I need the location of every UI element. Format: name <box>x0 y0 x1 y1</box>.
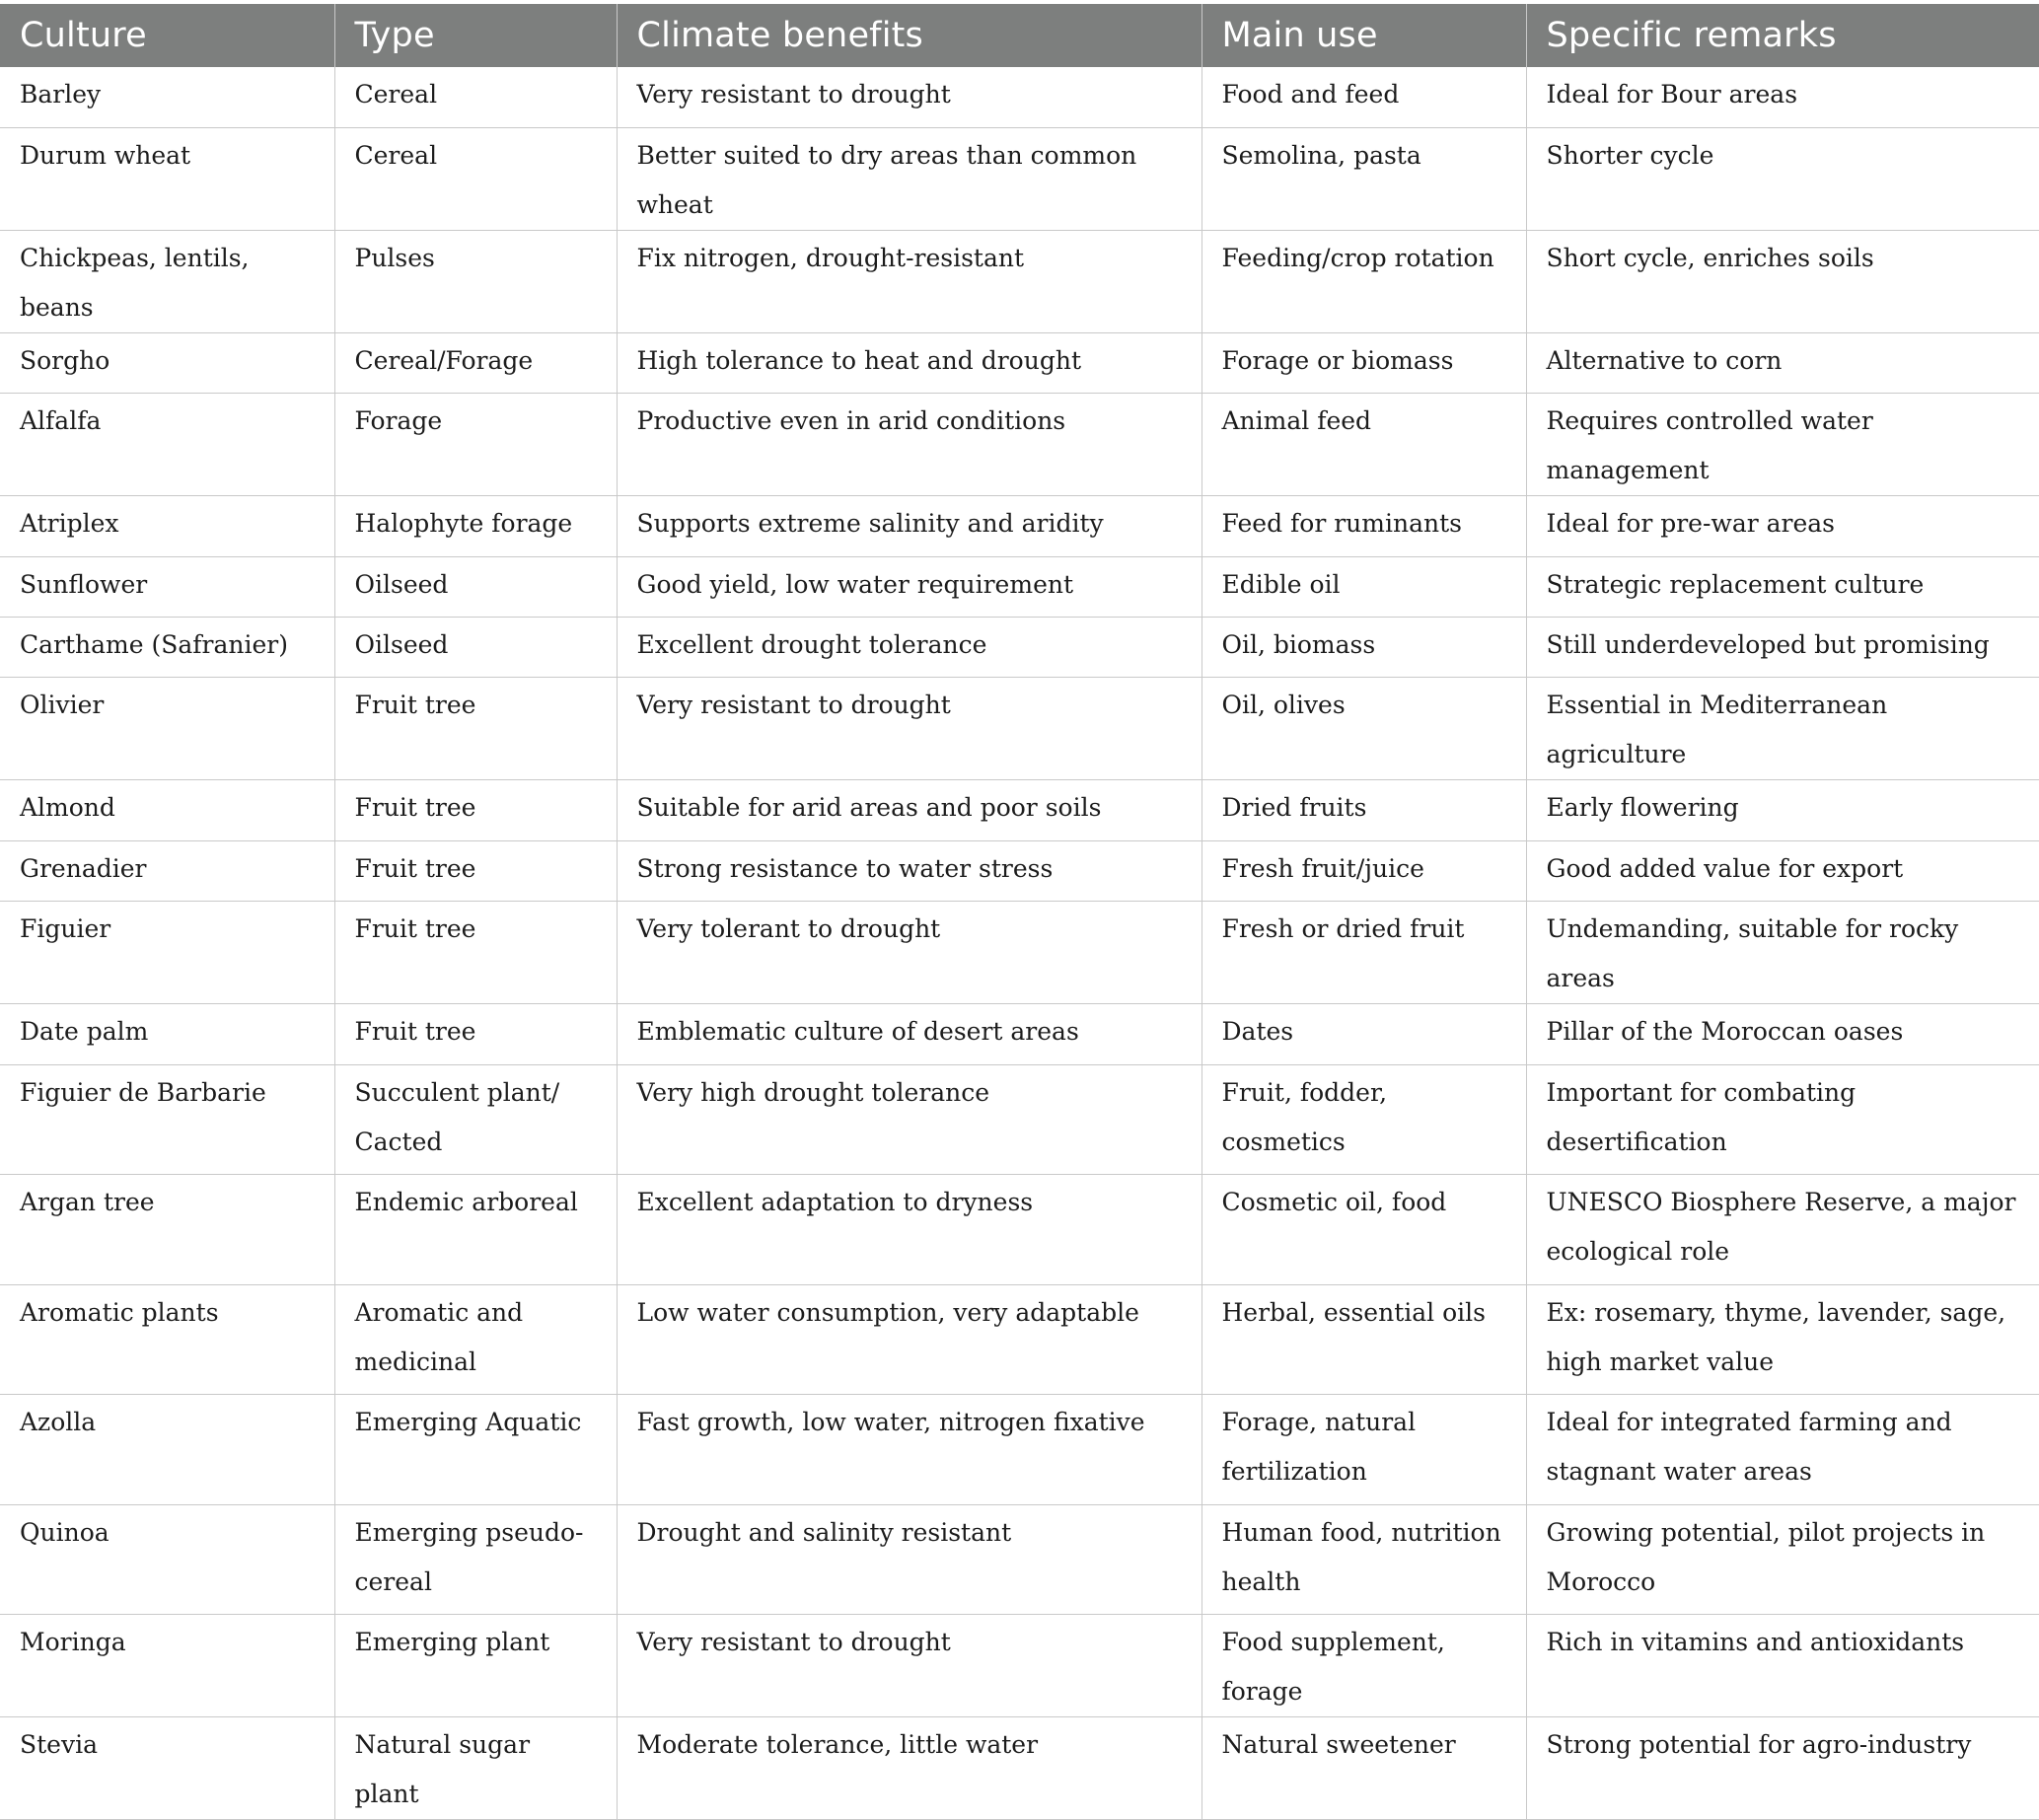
cell-text: Strategic replacement culture <box>1546 569 1925 599</box>
cell-culture <box>0 678 334 780</box>
cell-text: Almond <box>20 793 115 823</box>
table-row <box>0 1717 2039 1820</box>
cell-text: Animal feed <box>1221 406 1372 436</box>
cell-specific-remarks <box>1526 1504 2039 1615</box>
cell-climate-benefits <box>617 1504 1202 1615</box>
cell-culture <box>0 1615 334 1717</box>
cell-text: Strong resistance to water stress <box>636 853 1054 883</box>
cell-text: Good yield, low water requirement <box>636 569 1074 599</box>
cell-text: Atriplex <box>20 509 119 539</box>
cell-climate-benefits <box>617 496 1202 556</box>
cell-climate-benefits <box>617 1717 1202 1820</box>
table-row <box>0 1175 2039 1285</box>
cell-type <box>334 840 617 901</box>
cell-type <box>334 1175 617 1285</box>
cell-culture <box>0 332 334 393</box>
cell-text: Oil, olives <box>1221 691 1346 720</box>
cell-culture <box>0 1717 334 1820</box>
cell-text: Pillar of the Moroccan oases <box>1546 1017 1904 1047</box>
cell-text: Argan tree <box>20 1188 155 1217</box>
cell-climate-benefits <box>617 127 1202 230</box>
cell-climate-benefits <box>617 618 1202 678</box>
cell-climate-benefits <box>617 1004 1202 1064</box>
cell-text: Ex: rosemary, thyme, lavender, sage, high market value <box>1546 1297 2006 1376</box>
cell-climate-benefits <box>617 840 1202 901</box>
cell-specific-remarks <box>1526 618 2039 678</box>
table-row <box>0 618 2039 678</box>
cell-culture <box>0 127 334 230</box>
cell-specific-remarks <box>1526 1395 2039 1505</box>
cell-text: Emerging pseudo-cereal <box>354 1517 584 1596</box>
cell-culture <box>0 496 334 556</box>
cell-main-use <box>1202 1504 1526 1615</box>
cell-text: Very resistant to drought <box>636 1628 951 1657</box>
cell-specific-remarks <box>1526 394 2039 496</box>
cell-main-use <box>1202 780 1526 840</box>
cell-culture <box>0 1064 334 1175</box>
column-header-main-use: Main use <box>1202 4 1526 67</box>
cell-type <box>334 496 617 556</box>
cell-text: Natural sugar plant <box>354 1730 531 1809</box>
cell-text: Food supplement, forage <box>1221 1628 1445 1707</box>
cell-main-use <box>1202 902 1526 1004</box>
cell-text: High tolerance to heat and drought <box>636 345 1081 375</box>
cell-text: Still underdeveloped but promising <box>1546 630 1990 660</box>
table-row <box>0 496 2039 556</box>
cell-text: Fruit tree <box>354 1017 476 1047</box>
cell-specific-remarks <box>1526 1064 2039 1175</box>
cell-climate-benefits <box>617 332 1202 393</box>
cell-climate-benefits <box>617 1395 1202 1505</box>
cell-text: Ideal for integrated farming and stagnant water areas <box>1546 1408 1952 1487</box>
cell-text: Cereal <box>354 140 438 170</box>
table-row <box>0 127 2039 230</box>
cell-climate-benefits <box>617 1615 1202 1717</box>
cell-specific-remarks <box>1526 840 2039 901</box>
cell-text: Good added value for export <box>1546 853 1904 883</box>
cell-specific-remarks <box>1526 496 2039 556</box>
cell-text: Growing potential, pilot projects in Morocco <box>1546 1517 1986 1596</box>
table-row <box>0 780 2039 840</box>
cell-text: Fruit tree <box>354 691 476 720</box>
cell-text: Short cycle, enriches soils <box>1546 243 1874 272</box>
cell-text: Moderate tolerance, little water <box>636 1730 1039 1760</box>
cell-main-use <box>1202 1284 1526 1395</box>
cell-text: Durum wheat <box>20 140 191 170</box>
cell-text: Human food, nutrition health <box>1221 1517 1501 1596</box>
cell-climate-benefits <box>617 902 1202 1004</box>
cell-text: Forage, natural fertilization <box>1221 1408 1417 1487</box>
cell-specific-remarks <box>1526 127 2039 230</box>
cell-text: Semolina, pasta <box>1221 140 1421 170</box>
cell-text: Oil, biomass <box>1221 630 1376 660</box>
cell-text: Fruit tree <box>354 853 476 883</box>
cell-text: Halophyte forage <box>354 509 573 539</box>
cell-text: Oilseed <box>354 630 449 660</box>
cell-type <box>334 67 617 127</box>
cell-text: Productive even in arid conditions <box>636 406 1066 436</box>
cell-text: Dried fruits <box>1221 793 1367 823</box>
cell-text: Dates <box>1221 1017 1294 1047</box>
cell-specific-remarks <box>1526 67 2039 127</box>
cell-type <box>334 230 617 332</box>
cell-text: Olivier <box>20 691 105 720</box>
cell-main-use <box>1202 230 1526 332</box>
cell-text: Emerging Aquatic <box>354 1408 582 1437</box>
cell-text: Fresh or dried fruit <box>1221 914 1465 944</box>
table-row <box>0 67 2039 127</box>
cell-main-use <box>1202 618 1526 678</box>
cell-specific-remarks <box>1526 1175 2039 1285</box>
cell-type <box>334 332 617 393</box>
cell-main-use <box>1202 1717 1526 1820</box>
cell-type <box>334 1284 617 1395</box>
cell-specific-remarks <box>1526 1615 2039 1717</box>
cell-text: Figuier <box>20 914 111 944</box>
cell-type <box>334 1004 617 1064</box>
cell-text: Excellent adaptation to dryness <box>636 1188 1034 1217</box>
cell-text: Forage or biomass <box>1221 345 1454 375</box>
cell-culture <box>0 67 334 127</box>
cell-text: Oilseed <box>354 569 449 599</box>
cell-text: Emerging plant <box>354 1628 550 1657</box>
table-body <box>0 67 2039 1820</box>
cell-type <box>334 780 617 840</box>
cell-type <box>334 1395 617 1505</box>
table-row <box>0 1504 2039 1615</box>
cell-main-use <box>1202 332 1526 393</box>
table-row <box>0 678 2039 780</box>
cell-text: Undemanding, suitable for rocky areas <box>1546 914 1959 993</box>
cell-text: Succulent plant/ Cacted <box>354 1077 560 1156</box>
cell-text: Barley <box>20 80 102 109</box>
cell-type <box>334 1504 617 1615</box>
cell-text: Very resistant to drought <box>636 691 951 720</box>
cell-text: UNESCO Biosphere Reserve, a major ecological role <box>1546 1188 2016 1267</box>
cell-text: Carthame (Safranier) <box>20 630 288 660</box>
cell-text: Ideal for pre-war areas <box>1546 509 1836 539</box>
cell-text: Stevia <box>20 1730 98 1760</box>
cell-text: Quinoa <box>20 1517 109 1547</box>
cell-text: Figuier de Barbarie <box>20 1077 266 1107</box>
cell-specific-remarks <box>1526 902 2039 1004</box>
cell-culture <box>0 780 334 840</box>
cell-text: Better suited to dry areas than common wheat <box>636 140 1137 219</box>
cell-specific-remarks <box>1526 780 2039 840</box>
cell-text: Natural sweetener <box>1221 1730 1456 1760</box>
cell-text: Suitable for arid areas and poor soils <box>636 793 1102 823</box>
table-row <box>0 1064 2039 1175</box>
cell-text: Sorgho <box>20 345 110 375</box>
cell-text: Requires controlled water management <box>1546 406 1873 485</box>
cell-main-use <box>1202 1615 1526 1717</box>
cell-type <box>334 902 617 1004</box>
cell-type <box>334 678 617 780</box>
cell-main-use <box>1202 67 1526 127</box>
cell-text: Feeding/crop rotation <box>1221 243 1494 272</box>
cell-type <box>334 394 617 496</box>
cell-text: Important for combating desertification <box>1546 1077 1857 1156</box>
cell-type <box>334 127 617 230</box>
cell-text: Azolla <box>20 1408 97 1437</box>
cell-text: Feed for ruminants <box>1221 509 1462 539</box>
cell-text: Ideal for Bour areas <box>1546 80 1798 109</box>
cell-type <box>334 1717 617 1820</box>
cell-type <box>334 618 617 678</box>
cell-text: Aromatic and medicinal <box>354 1297 524 1376</box>
column-header-climate-benefits: Climate benefits <box>617 4 1202 67</box>
table-row <box>0 230 2039 332</box>
cell-text: Excellent drought tolerance <box>636 630 987 660</box>
cell-culture <box>0 556 334 617</box>
table-row <box>0 840 2039 901</box>
cell-climate-benefits <box>617 1284 1202 1395</box>
cell-climate-benefits <box>617 67 1202 127</box>
table-row <box>0 1284 2039 1395</box>
cell-text: Sunflower <box>20 569 148 599</box>
cell-type <box>334 1615 617 1717</box>
cell-culture <box>0 1175 334 1285</box>
cell-main-use <box>1202 127 1526 230</box>
cell-climate-benefits <box>617 780 1202 840</box>
cell-culture <box>0 1395 334 1505</box>
cell-climate-benefits <box>617 1175 1202 1285</box>
cell-text: Pulses <box>354 243 435 272</box>
cell-culture <box>0 902 334 1004</box>
cell-main-use <box>1202 556 1526 617</box>
cell-climate-benefits <box>617 230 1202 332</box>
cell-text: Herbal, essential oils <box>1221 1297 1486 1327</box>
cell-text: Fruit, fodder, cosmetics <box>1221 1077 1388 1156</box>
cell-text: Very tolerant to drought <box>636 914 941 944</box>
cell-text: Cereal <box>354 80 438 109</box>
cell-culture <box>0 618 334 678</box>
cell-main-use <box>1202 1175 1526 1285</box>
table-row <box>0 556 2039 617</box>
cell-specific-remarks <box>1526 332 2039 393</box>
cell-text: Edible oil <box>1221 569 1341 599</box>
cell-text: Aromatic plants <box>20 1297 219 1327</box>
table-row <box>0 902 2039 1004</box>
cell-text: Very resistant to drought <box>636 80 951 109</box>
table-row <box>0 394 2039 496</box>
cell-climate-benefits <box>617 394 1202 496</box>
cell-specific-remarks <box>1526 678 2039 780</box>
cell-specific-remarks <box>1526 1717 2039 1820</box>
cell-text: Fix nitrogen, drought-resistant <box>636 243 1025 272</box>
header-row <box>0 4 2039 67</box>
cell-main-use <box>1202 1064 1526 1175</box>
cell-specific-remarks <box>1526 230 2039 332</box>
cell-text: Fruit tree <box>354 793 476 823</box>
cell-text: Cereal/Forage <box>354 345 534 375</box>
cell-text: Supports extreme salinity and aridity <box>636 509 1104 539</box>
table-row <box>0 332 2039 393</box>
cell-text: Drought and salinity resistant <box>636 1517 1012 1547</box>
cell-climate-benefits <box>617 556 1202 617</box>
cell-specific-remarks <box>1526 1004 2039 1064</box>
cell-main-use <box>1202 1395 1526 1505</box>
table-row <box>0 1395 2039 1505</box>
cell-text: Fruit tree <box>354 914 476 944</box>
cell-main-use <box>1202 394 1526 496</box>
cell-text: Forage <box>354 406 443 436</box>
cell-main-use <box>1202 496 1526 556</box>
column-header-culture: Culture <box>0 4 334 67</box>
cell-type <box>334 556 617 617</box>
cell-text: Fresh fruit/juice <box>1221 853 1424 883</box>
cell-text: Fast growth, low water, nitrogen fixative <box>636 1408 1145 1437</box>
cell-specific-remarks <box>1526 1284 2039 1395</box>
cell-text: Alfalfa <box>20 406 102 436</box>
cell-climate-benefits <box>617 678 1202 780</box>
cell-climate-benefits <box>617 1064 1202 1175</box>
cell-text: Endemic arboreal <box>354 1188 578 1217</box>
cell-text: Strong potential for agro-industry <box>1546 1730 1972 1760</box>
cell-type <box>334 1064 617 1175</box>
cell-text: Essential in Mediterranean agriculture <box>1546 691 1888 769</box>
cell-text: Early flowering <box>1546 793 1739 823</box>
cell-culture <box>0 394 334 496</box>
cell-text: Cosmetic oil, food <box>1221 1188 1447 1217</box>
table-row <box>0 1004 2039 1064</box>
cell-main-use <box>1202 1004 1526 1064</box>
table-row <box>0 1615 2039 1717</box>
cell-text: Rich in vitamins and antioxidants <box>1546 1628 1965 1657</box>
cell-text: Moringa <box>20 1628 126 1657</box>
cell-text: Food and feed <box>1221 80 1400 109</box>
cell-text: Date palm <box>20 1017 149 1047</box>
cell-culture <box>0 1004 334 1064</box>
cell-text: Very high drought tolerance <box>636 1077 990 1107</box>
table-header <box>0 4 2039 67</box>
cell-culture <box>0 1504 334 1615</box>
cell-culture <box>0 840 334 901</box>
column-header-type: Type <box>334 4 617 67</box>
cell-culture <box>0 1284 334 1395</box>
cell-text: Low water consumption, very adaptable <box>636 1297 1139 1327</box>
cell-culture <box>0 230 334 332</box>
cell-text: Alternative to corn <box>1546 345 1783 375</box>
cell-main-use <box>1202 840 1526 901</box>
cell-text: Shorter cycle <box>1546 140 1714 170</box>
cell-text: Chickpeas, lentils, beans <box>20 243 250 322</box>
column-header-specific-remarks: Specific remarks <box>1526 4 2039 67</box>
cell-main-use <box>1202 678 1526 780</box>
cell-text: Emblematic culture of desert areas <box>636 1017 1079 1047</box>
cell-text: Grenadier <box>20 853 147 883</box>
cell-specific-remarks <box>1526 556 2039 617</box>
